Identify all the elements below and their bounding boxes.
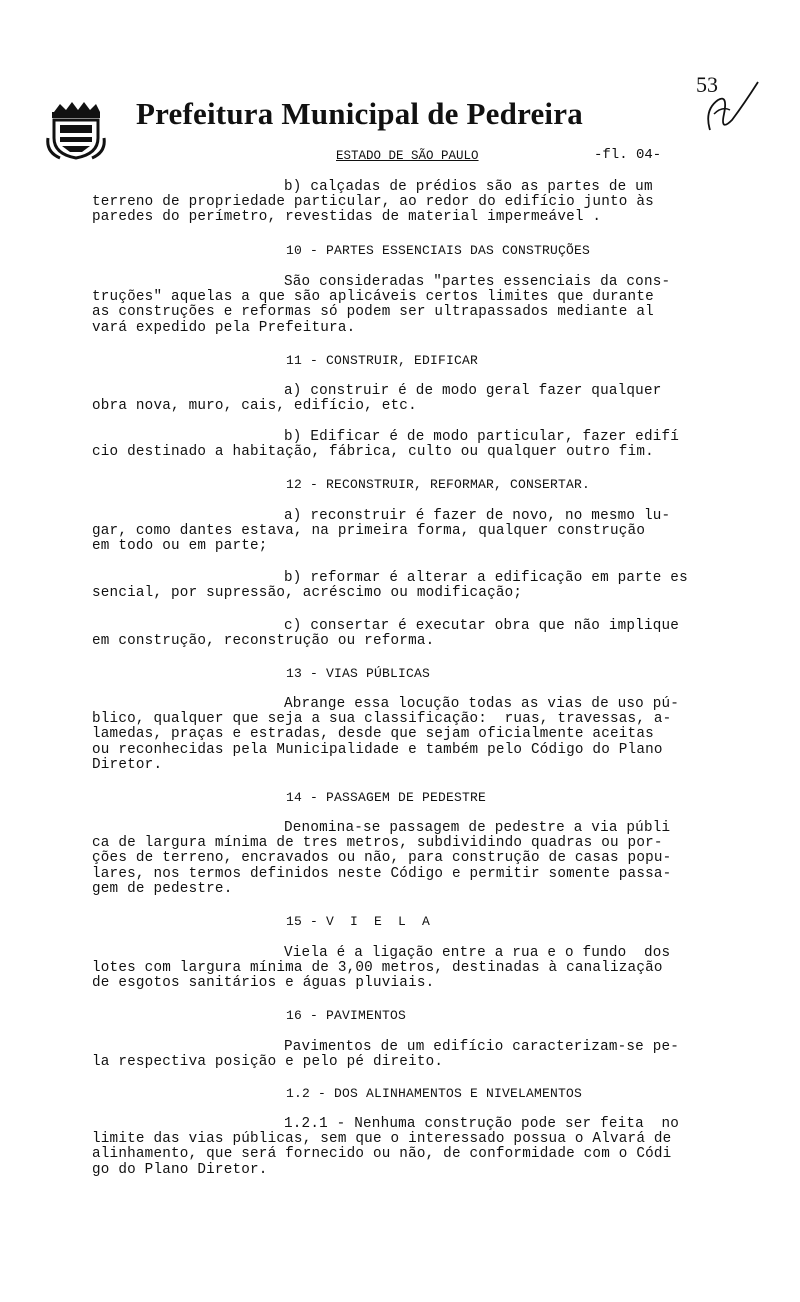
paragraph-calcadas xyxy=(92,180,732,226)
section-heading-12: 12 - RECONSTRUIR, REFORMAR, CONSERTAR. xyxy=(286,477,591,492)
section-heading-15: 15 - V I E L A xyxy=(286,914,431,929)
paragraph-12b xyxy=(92,571,732,601)
paragraph-1-2-1 xyxy=(92,1117,732,1178)
text-line: em construção, reconstrução ou reforma. xyxy=(92,633,435,650)
paragraph-16 xyxy=(92,1040,732,1070)
text-line: terreno de propriedade particular, ao redor do edifício junto às xyxy=(92,194,654,211)
text-line: cio destinado a habitação, fábrica, culto ou qualquer outro fim. xyxy=(92,444,654,461)
text-line: gar, como dantes estava, na primeira forma, qualquer construção xyxy=(92,523,646,540)
paragraph-12a xyxy=(92,509,732,555)
text-line: Viela é a ligação entre a rua e o fundo dos xyxy=(284,945,671,961)
text-line: vará expedido pela Prefeitura. xyxy=(92,319,356,336)
section-heading-16: 16 - PAVIMENTOS xyxy=(286,1008,407,1023)
text-line: Abrange essa locução todas as vias de uso pú- xyxy=(284,696,680,712)
text-line: a) construir é de modo geral fazer qualquer xyxy=(284,383,662,399)
text-line: Denomina-se passagem de pedestre a via públi xyxy=(284,820,671,836)
text-line: Diretor. xyxy=(92,756,163,773)
text-line: limite das vias públicas, sem que o interessado possua o Alvará de xyxy=(92,1131,672,1148)
text-line: lotes com largura mínima de 3,00 metros, destinadas à canalização xyxy=(92,960,663,977)
text-line: ca de largura mínima de tres metros, subdividindo quadras ou por- xyxy=(92,835,663,852)
text-line: truções" aquelas a que são aplicáveis certos limites que durante xyxy=(92,289,654,306)
text-line: c) consertar é executar obra que não implique xyxy=(284,618,680,634)
text-line: go do Plano Diretor. xyxy=(92,1161,268,1178)
section-heading-14: 14 - PASSAGEM DE PEDESTRE xyxy=(286,790,487,805)
paragraph-10 xyxy=(92,275,732,336)
text-line: la respectiva posição e pelo pé direito. xyxy=(92,1054,444,1071)
page-title: Prefeitura Municipal de Pedreira xyxy=(136,96,583,131)
text-line: São consideradas "partes essenciais da cons- xyxy=(284,274,671,290)
text-line: gem de pedestre. xyxy=(92,880,233,897)
folio-number: -fl. 04- xyxy=(594,147,662,163)
paragraph-11a xyxy=(92,384,732,414)
paragraph-12c xyxy=(92,619,732,649)
text-line: b) Edificar é de modo particular, fazer edifí xyxy=(284,429,680,445)
text-line: blico, qualquer que seja a sua classificação: ruas, travessas, a- xyxy=(92,711,672,728)
section-heading-1-2: 1.2 - DOS ALINHAMENTOS E NIVELAMENTOS xyxy=(286,1086,583,1101)
text-line: paredes do perímetro, revestidas de material impermeável . xyxy=(92,209,602,226)
section-heading-13: 13 - VIAS PÚBLICAS xyxy=(286,666,431,681)
text-line: em todo ou em parte; xyxy=(92,538,268,555)
text-line: as construções e reformas só podem ser ultrapassados mediante al xyxy=(92,304,654,321)
text-line: Pavimentos de um edifício caracterizam-se pe- xyxy=(284,1039,680,1055)
text-line: alinhamento, que será fornecido ou não, de conformidade com o Códi xyxy=(92,1146,672,1163)
text-line: lares, nos termos definidos neste Código e permitir somente passa- xyxy=(92,865,672,882)
section-heading-10: 10 - PARTES ESSENCIAIS DAS CONSTRUÇÕES xyxy=(286,243,591,258)
text-line: de esgotos sanitários e águas pluviais. xyxy=(92,975,435,992)
paragraph-13 xyxy=(92,697,732,773)
text-line: 1.2.1 - Nenhuma construção pode ser feita no xyxy=(284,1116,680,1132)
municipal-crest-icon xyxy=(46,98,106,160)
text-line: a) reconstruir é fazer de novo, no mesmo lu- xyxy=(284,508,671,524)
paragraph-14 xyxy=(92,821,732,897)
handwritten-initials xyxy=(700,80,762,140)
text-line: ções de terreno, encravados ou não, para construção de casas popu- xyxy=(92,850,672,867)
paragraph-15 xyxy=(92,946,732,992)
text-line: lamedas, praças e estradas, desde que sejam oficialmente aceitas xyxy=(92,726,654,743)
text-line: b) reformar é alterar a edificação em parte es xyxy=(284,570,688,586)
paragraph-11b xyxy=(92,430,732,460)
section-heading-11: 11 - CONSTRUIR, EDIFICAR xyxy=(286,353,479,368)
state-name: ESTADO DE SÃO PAULO xyxy=(336,149,479,163)
text-line: sencial, por supressão, acréscimo ou modificação; xyxy=(92,585,523,602)
text-line: obra nova, muro, cais, edifício, etc. xyxy=(92,398,417,415)
page-number: 53 xyxy=(696,72,718,97)
text-line: b) calçadas de prédios são as partes de um xyxy=(284,179,653,195)
text-line: ou reconhecidas pela Municipalidade e também pelo Código do Plano xyxy=(92,741,663,758)
